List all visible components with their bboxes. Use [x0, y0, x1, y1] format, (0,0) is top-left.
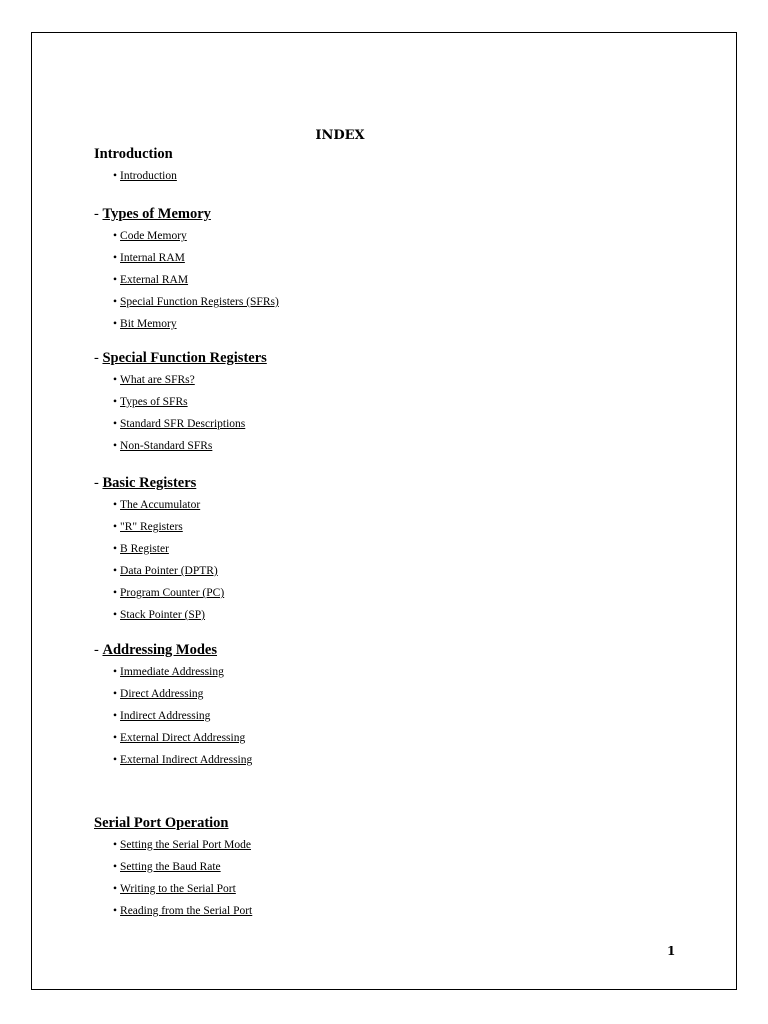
- toc-link-introduction[interactable]: Introduction: [120, 170, 177, 182]
- bullet-icon: •: [113, 396, 118, 408]
- toc-link-writing-to-the-serial-port[interactable]: Writing to the Serial Port: [120, 883, 236, 895]
- bullet-icon: •: [113, 861, 118, 873]
- toc-link-indirect-addressing[interactable]: Indirect Addressing: [120, 710, 211, 722]
- bullet-icon: •: [113, 732, 118, 744]
- toc-item[interactable]: [113, 861, 221, 873]
- toc-item[interactable]: [113, 521, 183, 533]
- toc-item[interactable]: [113, 318, 177, 330]
- toc-item[interactable]: [113, 396, 188, 408]
- toc-item[interactable]: [113, 296, 279, 308]
- toc-link-setting-the-serial-port-mode[interactable]: Setting the Serial Port Mode: [120, 839, 251, 851]
- toc-link-setting-the-baud-rate[interactable]: Setting the Baud Rate: [120, 861, 221, 873]
- section-heading-addressing-modes[interactable]: [94, 642, 217, 659]
- bullet-icon: •: [113, 252, 118, 264]
- toc-item[interactable]: [113, 418, 245, 430]
- toc-link-special-function-registers-sfrs[interactable]: Special Function Registers (SFRs): [120, 296, 279, 308]
- section-heading-text[interactable]: Serial Port Operation: [94, 815, 229, 831]
- toc-item[interactable]: [113, 839, 251, 851]
- toc-item[interactable]: [113, 230, 187, 242]
- toc-item[interactable]: [113, 732, 245, 744]
- toc-link-external-direct-addressing[interactable]: External Direct Addressing: [120, 732, 246, 744]
- bullet-icon: •: [113, 418, 118, 430]
- bullet-icon: •: [113, 587, 118, 599]
- toc-item[interactable]: [113, 905, 252, 917]
- toc-link-non-standard-sfrs[interactable]: Non-Standard SFRs: [120, 440, 213, 452]
- bullet-icon: •: [113, 543, 118, 555]
- toc-item[interactable]: [113, 440, 212, 452]
- toc-link-direct-addressing[interactable]: Direct Addressing: [120, 688, 204, 700]
- toc-item[interactable]: [113, 565, 218, 577]
- page-number: 1: [667, 944, 676, 958]
- heading-dash: -: [94, 206, 103, 222]
- toc-link-what-are-sfrs[interactable]: What are SFRs?: [120, 374, 195, 386]
- toc-link-standard-sfr-descriptions[interactable]: Standard SFR Descriptions: [120, 418, 246, 430]
- bullet-icon: •: [113, 318, 118, 330]
- toc-item[interactable]: [113, 252, 185, 264]
- section-heading-types-of-memory[interactable]: [94, 206, 211, 223]
- section-heading-text[interactable]: Addressing Modes: [102, 642, 218, 658]
- bullet-icon: •: [113, 688, 118, 700]
- section-heading-introduction: [94, 146, 173, 163]
- section-heading-special-function-registers[interactable]: [94, 350, 267, 367]
- toc-link-the-accumulator[interactable]: The Accumulator: [120, 499, 201, 511]
- section-heading-text: Introduction: [94, 146, 173, 162]
- toc-link-data-pointer-dptr[interactable]: Data Pointer (DPTR): [120, 565, 218, 577]
- bullet-icon: •: [113, 609, 118, 621]
- toc-item[interactable]: [113, 274, 188, 286]
- toc-link-internal-ram[interactable]: Internal RAM: [120, 252, 185, 264]
- bullet-icon: •: [113, 905, 118, 917]
- toc-link-bit-memory[interactable]: Bit Memory: [120, 318, 177, 330]
- bullet-icon: •: [113, 754, 118, 766]
- bullet-icon: •: [113, 274, 118, 286]
- bullet-icon: •: [113, 521, 118, 533]
- heading-dash: -: [94, 642, 103, 658]
- bullet-icon: •: [113, 499, 118, 511]
- bullet-icon: •: [113, 230, 118, 242]
- toc-item[interactable]: [113, 609, 205, 621]
- bullet-icon: •: [113, 170, 118, 182]
- toc-item[interactable]: [113, 543, 169, 555]
- toc-item[interactable]: [113, 587, 224, 599]
- toc-link-stack-pointer-sp[interactable]: Stack Pointer (SP): [120, 609, 206, 621]
- toc-link-r-registers[interactable]: "R" Registers: [120, 521, 183, 533]
- bullet-icon: •: [113, 374, 118, 386]
- toc-item[interactable]: [113, 170, 177, 182]
- section-heading-text[interactable]: Types of Memory: [102, 206, 211, 222]
- bullet-icon: •: [113, 296, 118, 308]
- toc-item[interactable]: [113, 754, 252, 766]
- toc-item[interactable]: [113, 666, 224, 678]
- bullet-icon: •: [113, 565, 118, 577]
- toc-item[interactable]: [113, 688, 203, 700]
- heading-dash: -: [94, 350, 103, 366]
- toc-link-b-register[interactable]: B Register: [120, 543, 169, 555]
- section-heading-serial-port-operation[interactable]: [94, 815, 229, 832]
- heading-dash: -: [94, 475, 103, 491]
- bullet-icon: •: [113, 666, 118, 678]
- section-heading-text[interactable]: Special Function Registers: [102, 350, 267, 366]
- toc-item[interactable]: [113, 374, 195, 386]
- bullet-icon: •: [113, 883, 118, 895]
- toc-link-immediate-addressing[interactable]: Immediate Addressing: [120, 666, 224, 678]
- toc-item[interactable]: [113, 499, 200, 511]
- section-heading-text[interactable]: Basic Registers: [102, 475, 197, 491]
- bullet-icon: •: [113, 839, 118, 851]
- toc-link-external-ram[interactable]: External RAM: [120, 274, 189, 286]
- toc-link-program-counter-pc[interactable]: Program Counter (PC): [120, 587, 225, 599]
- index-title: INDEX: [315, 128, 365, 143]
- bullet-icon: •: [113, 440, 118, 452]
- toc-link-code-memory[interactable]: Code Memory: [120, 230, 187, 242]
- section-heading-basic-registers[interactable]: [94, 475, 196, 492]
- toc-item[interactable]: [113, 710, 210, 722]
- toc-link-types-of-sfrs[interactable]: Types of SFRs: [120, 396, 188, 408]
- toc-link-reading-from-the-serial-port[interactable]: Reading from the Serial Port: [120, 905, 253, 917]
- toc-link-external-indirect-addressing[interactable]: External Indirect Addressing: [120, 754, 253, 766]
- bullet-icon: •: [113, 710, 118, 722]
- toc-item[interactable]: [113, 883, 236, 895]
